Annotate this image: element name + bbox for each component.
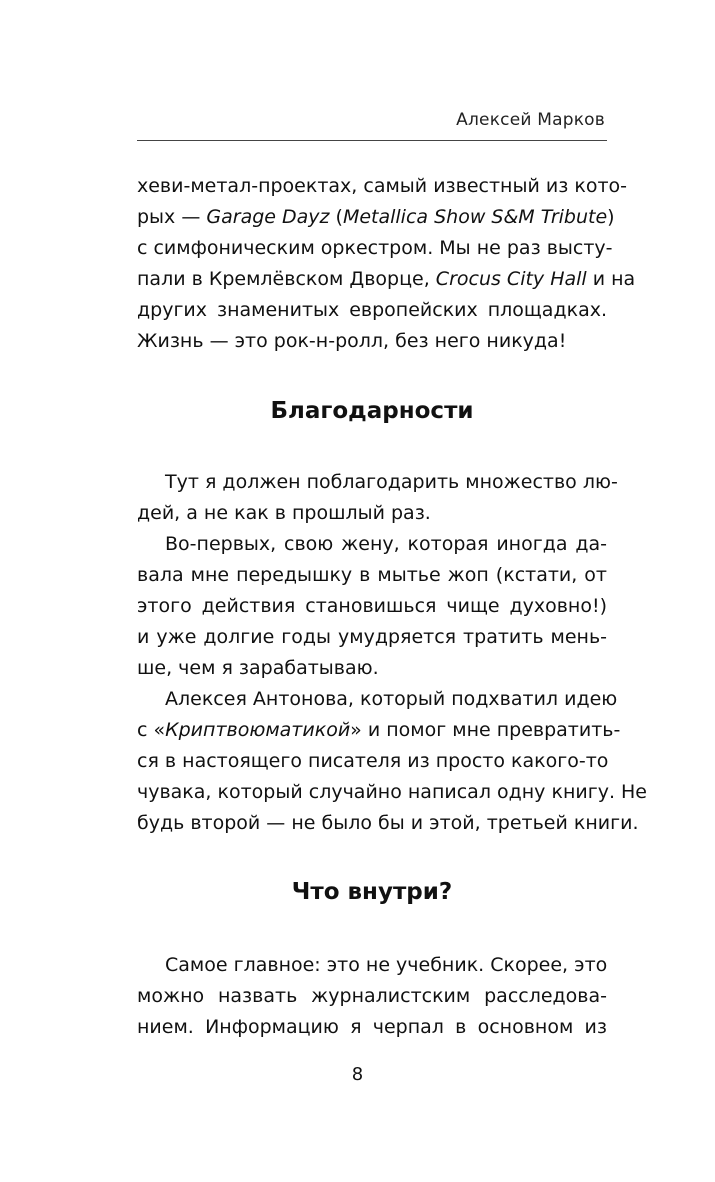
text-line: Жизнь — это рок-н-ролл, без него никуда! bbox=[137, 330, 567, 352]
text-line: чувака, который случайно написал одну книгу. Не bbox=[137, 781, 647, 803]
text-line: и уже долгие годы умудряется тратить мень- bbox=[137, 626, 607, 648]
text-line: можно назвать журналистским расследова- bbox=[137, 985, 607, 1007]
header-rule bbox=[137, 140, 607, 141]
text-line: будь второй — не было бы и этой, третьей книги. bbox=[137, 812, 639, 834]
text-line: Во-первых, свою жену, которая иногда да- bbox=[165, 533, 607, 555]
text-line: нием. Информацию я черпал в основном из bbox=[137, 1016, 607, 1038]
section-heading-acknowledgements: Благодарности bbox=[270, 398, 474, 424]
text-line: рых — Garage Dayz (Metallica Show S&M Tribute) bbox=[137, 206, 615, 228]
text-line: хеви-метал-проектах, самый известный из кото- bbox=[137, 175, 627, 197]
text-line: дей, а не как в прошлый раз. bbox=[137, 502, 431, 524]
text-line: этого действия становишься чище духовно!) bbox=[137, 595, 607, 617]
acknowledgements-text bbox=[137, 467, 647, 839]
running-header-author: Алексей Марков bbox=[456, 110, 605, 130]
intro-paragraph bbox=[137, 171, 636, 357]
whats-inside-text bbox=[137, 950, 607, 1043]
text-line: ся в настоящего писателя из просто какого-то bbox=[137, 750, 609, 772]
text-line: Тут я должен поблагодарить множество лю- bbox=[165, 471, 618, 493]
page-number: 8 bbox=[351, 1064, 364, 1085]
section-heading-whats-inside: Что внутри? bbox=[291, 879, 453, 905]
text-line: Алексея Антонова, который подхватил идею bbox=[165, 688, 618, 710]
text-line: вала мне передышку в мытье жоп (кстати, от bbox=[137, 564, 607, 586]
text-line: с «Криптвоюматикой» и помог мне превратить- bbox=[137, 719, 621, 741]
text-line: с симфоническим оркестром. Мы не раз высту- bbox=[137, 237, 613, 259]
text-line: других знаменитых европейских площадках. bbox=[137, 299, 607, 321]
text-line: Самое главное: это не учебник. Скорее, это bbox=[165, 954, 608, 976]
text-line: пали в Кремлёвском Дворце, Crocus City Hall и на bbox=[137, 268, 636, 290]
text-line: ше, чем я зарабатываю. bbox=[137, 657, 379, 679]
